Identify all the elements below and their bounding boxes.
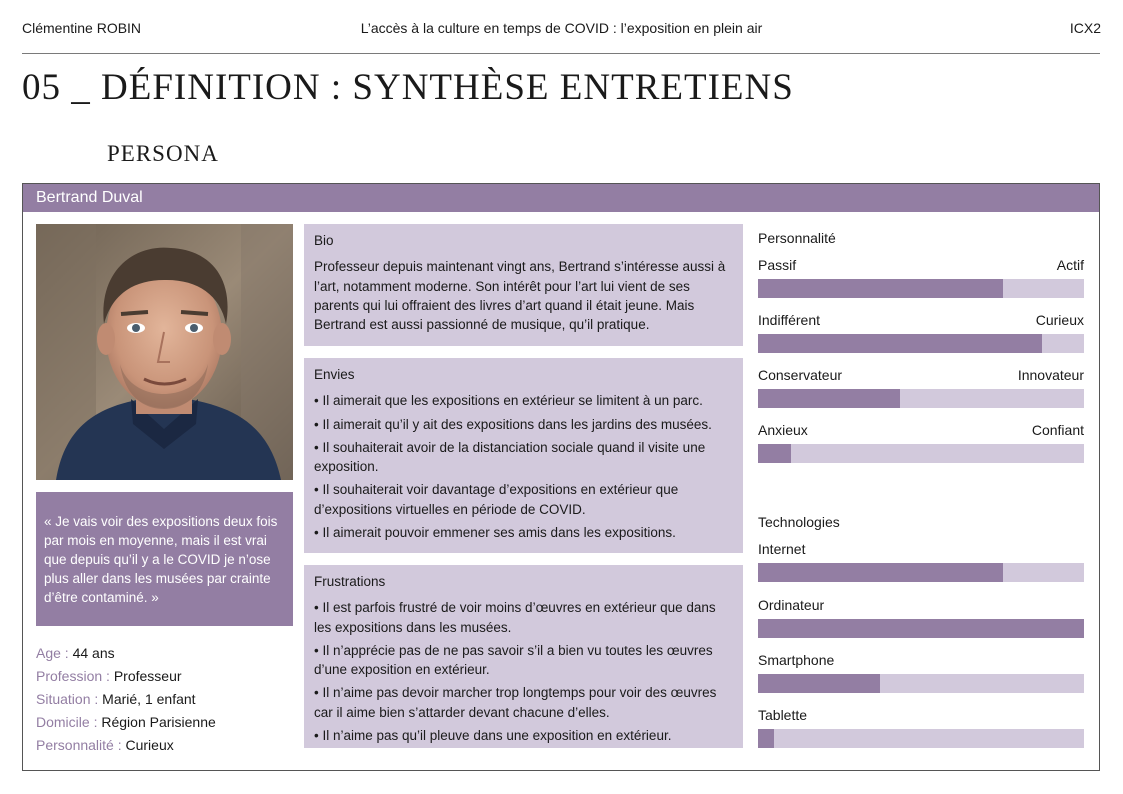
persona-card [22,183,1100,771]
trait-bar [758,444,1084,463]
frustrations-list [314,598,733,745]
fact-domicile: Domicile : Région Parisienne [36,714,216,730]
portrait-image [36,224,293,480]
bio-box [304,224,743,346]
trait-right-label: Confiant [1031,422,1084,438]
tech-internet [758,541,1084,582]
persona-photo [36,224,293,480]
trait-right-label: Actif [1056,257,1084,273]
fact-profession: Profession : Professeur [36,668,182,684]
tech-bar-fill [758,674,880,693]
fact-personnalite: Personnalité : Curieux [36,737,174,753]
tech-bar [758,563,1084,582]
list-item: • Il souhaiterait avoir de la distanciation sociale quand il visite une exposition. [314,438,733,477]
trait-left-label: Conservateur [758,367,843,383]
list-item: • Il n’aime pas devoir marcher trop longtemps pour voir des œuvres car il aime bien s’attarder devant chacune d’elles. [314,683,733,722]
tech-bar-fill [758,619,1084,638]
technologies-title-row [758,514,1084,530]
envies-box [304,358,743,553]
page-subtitle: PERSONA [107,141,219,166]
list-item: • Il n’aime pas qu’il pleuve dans une exposition en extérieur. [314,726,733,745]
tech-label: Tablette [758,707,808,723]
list-item: • Il aimerait que les expositions en extérieur se limitent à un parc. [314,391,733,410]
bio-text: Professeur depuis maintenant vingt ans, Bertrand s’intéresse aussi à l’art, notamment moderne. Son intérêt pour l’art lui vient de ses parents qui lui offraient des livres d’art quand il était jeune. Mais Bertrand est aussi passionné de musique, qu’il pratique. [314,259,726,333]
fact-situation: Situation : Marié, 1 enfant [36,691,196,707]
list-item: • Il n’apprécie pas de ne pas savoir s’il a bien vu toutes les œuvres d’une exposition en extérieur. [314,641,733,680]
trait-left-label: Indifférent [758,312,821,328]
trait-bar [758,334,1084,353]
envies-title: Envies [314,367,355,382]
bio-title: Bio [314,233,334,248]
trait-bar-fill [758,389,900,408]
tech-bar [758,674,1084,693]
trait-bar-fill [758,334,1042,353]
tech-bar [758,729,1084,748]
tech-bar-fill [758,563,1003,582]
trait-right-label: Innovateur [1017,367,1084,383]
trait-bar-fill [758,444,791,463]
tech-bar [758,619,1084,638]
technologies-title: Technologies [758,514,840,530]
list-item: • Il souhaiterait voir davantage d’expositions en extérieur que d’expositions virtuelles en période de COVID. [314,480,733,519]
trait-indifferent-curieux [758,312,1084,353]
trait-right-label: Curieux [1035,312,1084,328]
tech-bar-fill [758,729,774,748]
page-title: 05 _ DÉFINITION : SYNTHÈSE ENTRETIENS [22,67,794,108]
fact-age: Age : 44 ans [36,645,115,661]
personality-title-row [758,230,1084,246]
trait-anxieux-confiant [758,422,1084,463]
tech-ordinateur [758,597,1084,638]
personality-title: Personnalité [758,230,836,246]
tech-label: Internet [758,541,806,557]
list-item: • Il aimerait qu’il y ait des expositions dans les jardins des musées. [314,415,733,434]
trait-conservateur-innovateur [758,367,1084,408]
trait-bar-fill [758,279,1003,298]
trait-left-label: Anxieux [758,422,808,438]
header-divider [22,53,1100,54]
author-name: Clémentine ROBIN [22,20,142,36]
persona-facts [36,642,216,757]
frustrations-box [304,565,743,748]
persona-quote: « Je vais voir des expositions deux fois par mois en moyenne, mais il est vrai que depuis qu’il y a le COVID je n’ose plus aller dans les musées par crainte d’être contaminé. » [36,492,293,626]
trait-bar [758,279,1084,298]
list-item: • Il aimerait pouvoir emmener ses amis dans les expositions. [314,523,733,542]
envies-list [314,391,733,542]
trait-passif-actif [758,257,1084,298]
course-code: ICX2 [1069,20,1101,36]
tech-label: Ordinateur [758,597,825,613]
persona-name: Bertrand Duval [23,184,1099,212]
tech-tablette [758,707,1084,748]
tech-label: Smartphone [758,652,835,668]
project-title: L’accès à la culture en temps de COVID : l’exposition en plein air [360,20,763,36]
trait-left-label: Passif [758,257,797,273]
list-item: • Il est parfois frustré de voir moins d’œuvres en extérieur que dans les expositions dans les musées. [314,598,733,637]
tech-smartphone [758,652,1084,693]
frustrations-title: Frustrations [314,574,386,589]
trait-bar [758,389,1084,408]
